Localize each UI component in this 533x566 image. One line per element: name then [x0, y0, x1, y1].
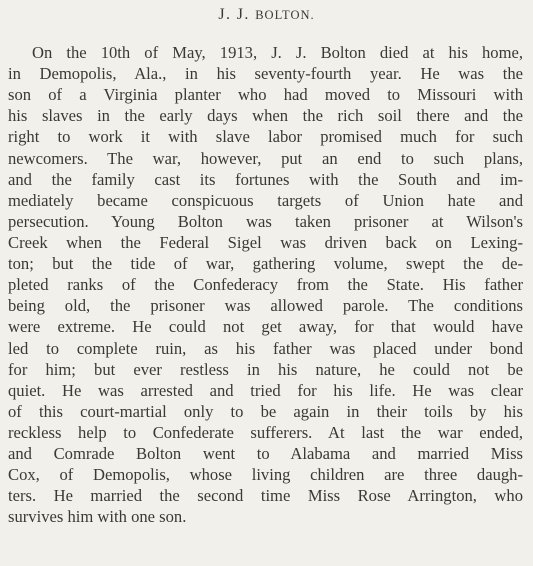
body-line: right to work it with slave labor promised much for such	[8, 127, 523, 147]
body-line: Cox, of Demopolis, whose living children are three daugh-	[8, 465, 523, 485]
body-line: reckless help to Confederate sufferers. At last the war ended,	[8, 422, 523, 442]
body-line: survives him with one son.	[8, 507, 187, 527]
body-line: and Comrade Bolton went to Alabama and married Miss	[8, 444, 523, 464]
body-line: Creek when the Federal Sigel was driven back on Lexing-	[8, 232, 523, 252]
body-line: and the family cast its fortunes with the South and im-	[8, 169, 523, 189]
body-line: for him; but ever restless in his nature, he could not be	[8, 359, 523, 379]
body-line: led to complete ruin, as his father was placed under bond	[8, 338, 523, 358]
body-line: son of a Virginia planter who had moved to Missouri with	[8, 85, 523, 105]
body-line: his slaves in the early days when the rich soil there and the	[8, 106, 523, 126]
body-line: of this court-martial only to be again in their toils by his	[8, 401, 523, 421]
body-line: ton; but the tide of war, gathering volume, swept the de-	[8, 254, 523, 274]
body-line: newcomers. The war, however, put an end to such plans,	[8, 148, 523, 168]
body-line: in Demopolis, Ala., in his seventy-fourth year. He was the	[8, 64, 523, 84]
article-body	[8, 42, 523, 528]
body-line: persecution. Young Bolton was taken prisoner at Wilson's	[8, 211, 523, 231]
body-line: being old, the prisoner was allowed parole. The conditions	[8, 296, 523, 316]
body-line: On the 10th of May, 1913, J. J. Bolton died at his home,	[32, 43, 523, 62]
body-line: were extreme. He could not get away, for that would have	[8, 317, 523, 337]
article-heading: J. J. BOLTON.	[218, 6, 315, 23]
body-line: quiet. He was arrested and tried for his life. He was clear	[8, 380, 523, 400]
body-line: mediately became conspicuous targets of Union hate and	[8, 190, 523, 210]
body-line: ters. He married the second time Miss Rose Arrington, who	[8, 486, 523, 506]
heading-surname-small-caps: BOLTON.	[255, 8, 315, 22]
body-line: pleted ranks of the Confederacy from the State. His father	[8, 275, 523, 295]
